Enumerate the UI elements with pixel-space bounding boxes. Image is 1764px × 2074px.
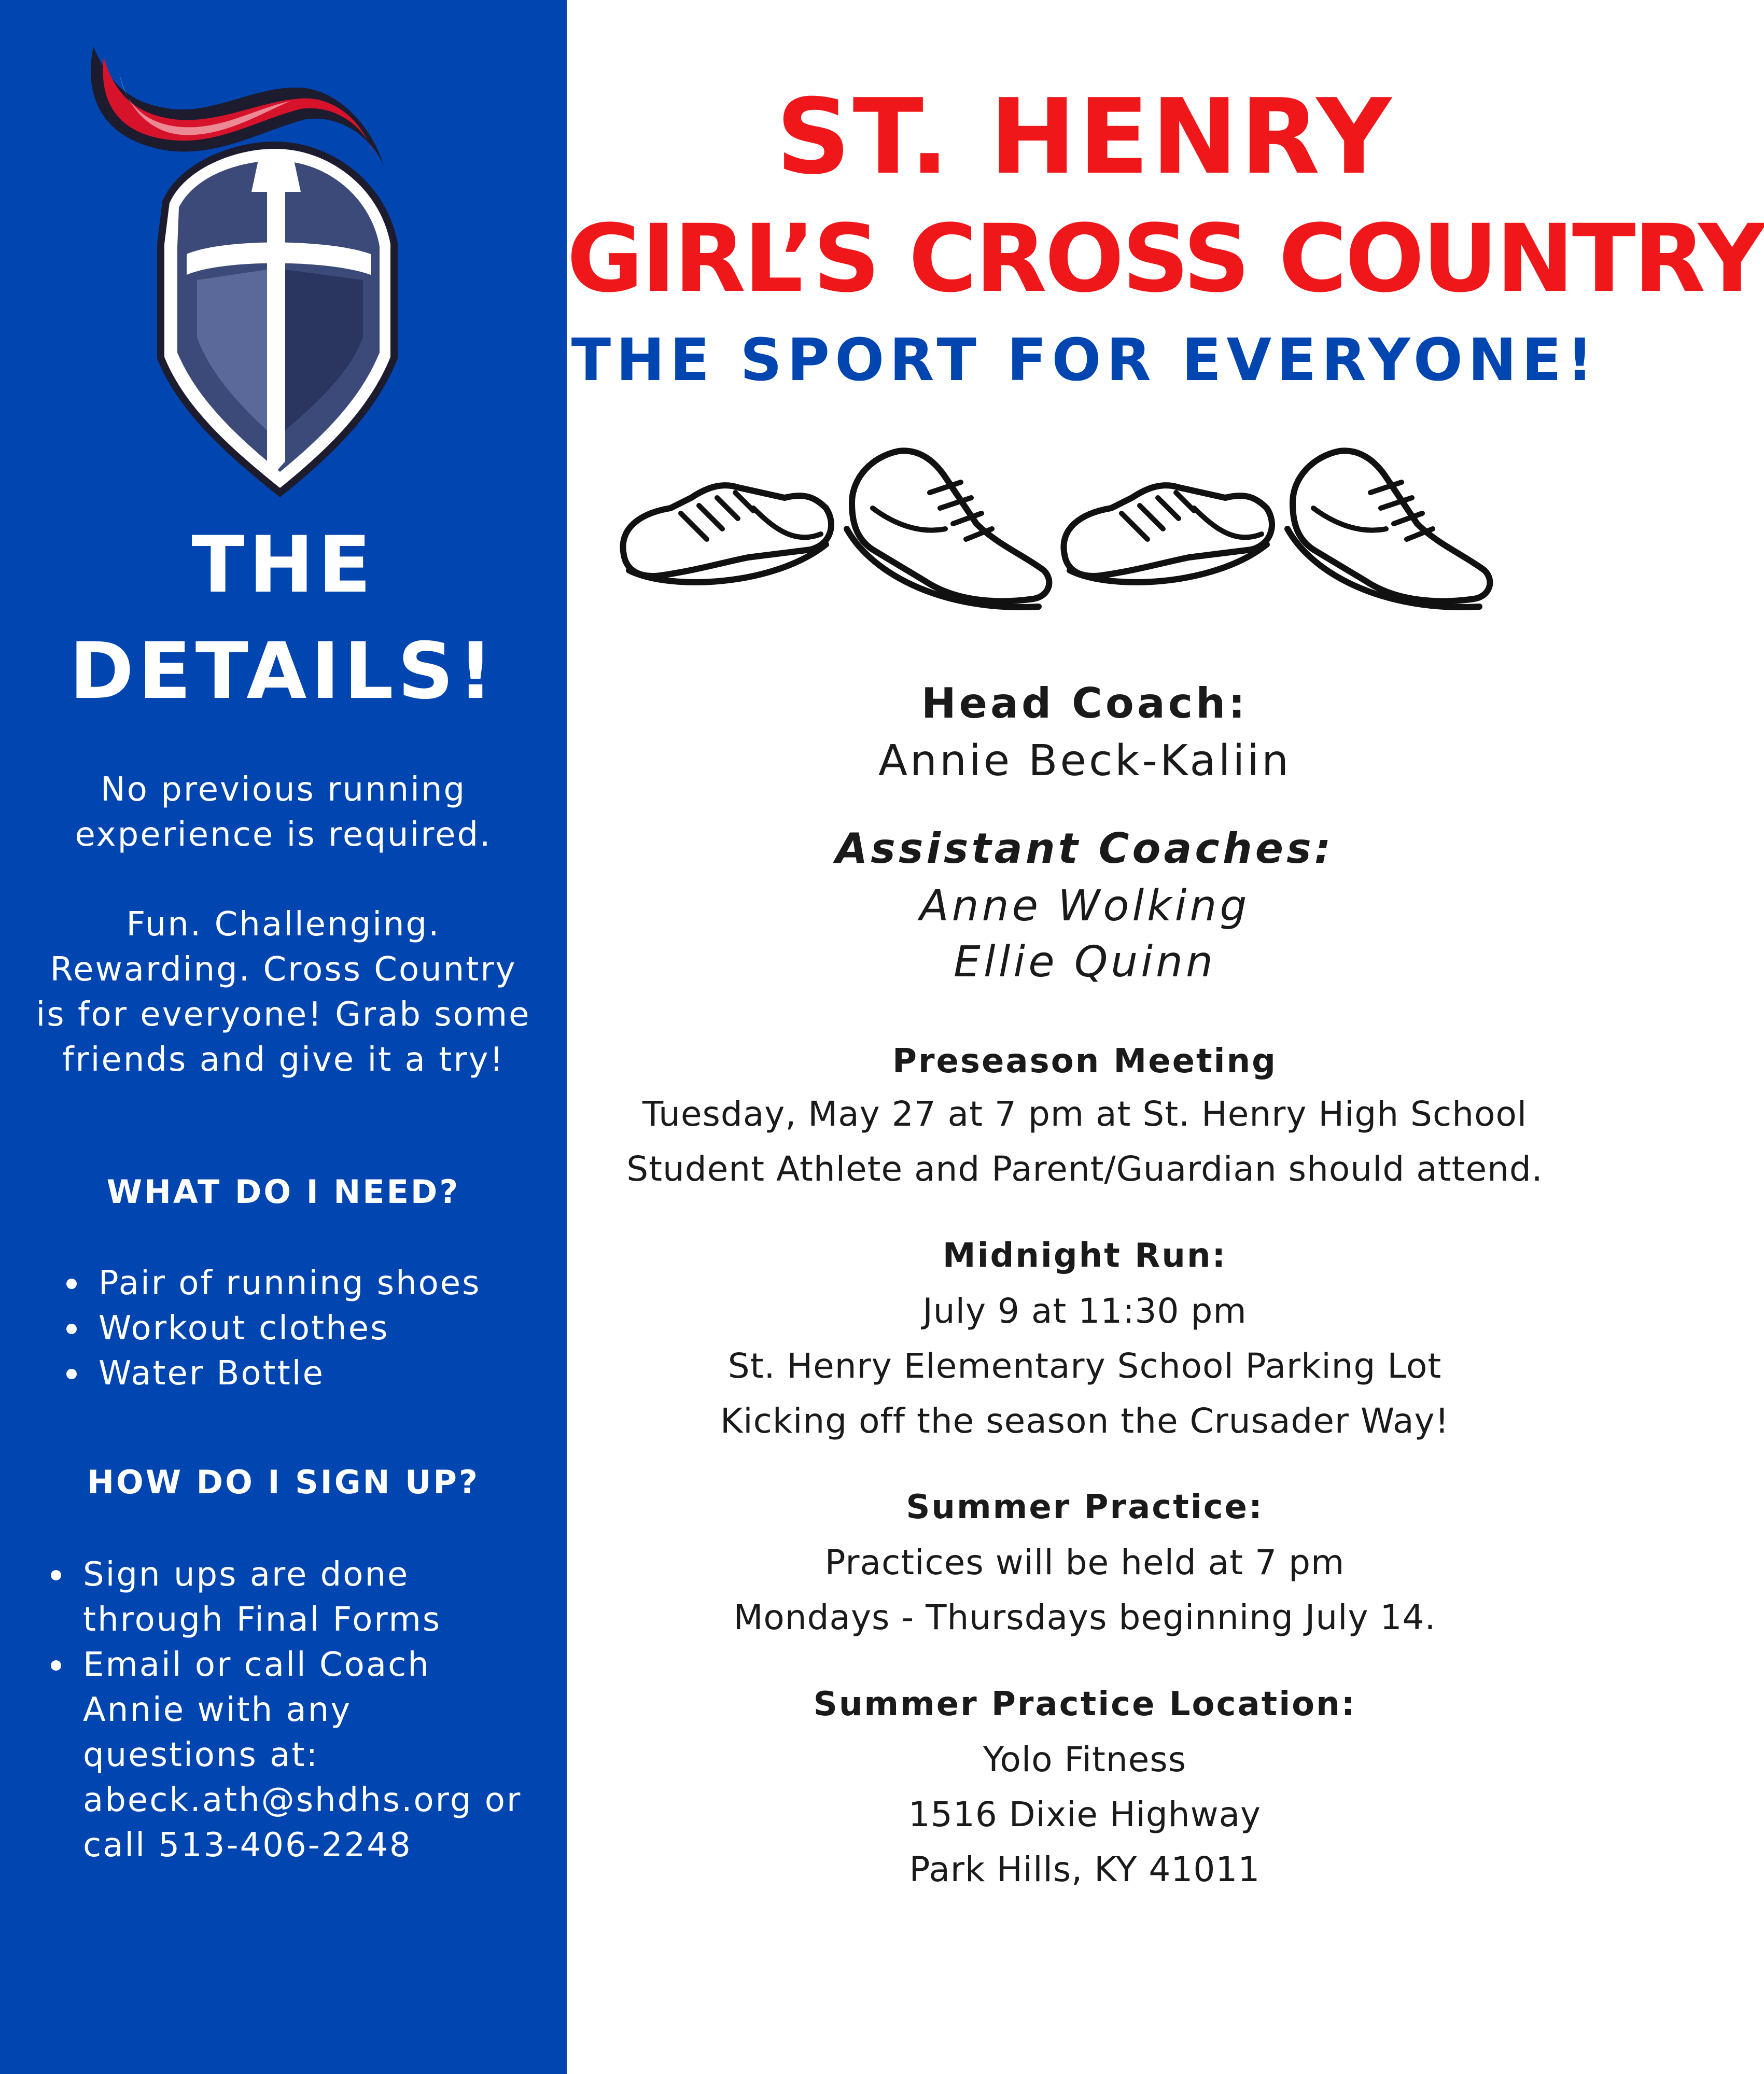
running-shoe-icon [1063, 485, 1272, 582]
running-shoe-icon [623, 485, 831, 582]
summer-practice-label: Summer Practice: [906, 1488, 1264, 1526]
what-do-i-need-heading: WHAT DO I NEED? [106, 1173, 460, 1211]
summer-practice-line2: Mondays - Thursdays beginning July 14. [733, 1597, 1436, 1637]
sidebar [0, 0, 567, 2074]
assistant-coach-2: Ellie Quinn [954, 937, 1216, 987]
practice-location-line2: 1516 Dixie Highway [908, 1795, 1262, 1834]
running-shoe-icon [847, 451, 1049, 607]
details-heading-line1: THE [191, 520, 375, 610]
how-do-i-sign-up-heading: HOW DO I SIGN UP? [87, 1463, 480, 1501]
list-item: Workout clothes [62, 1306, 481, 1351]
list-item: Sign ups are done through Final Forms [47, 1552, 522, 1643]
preseason-line2: Student Athlete and Parent/Guardian should attend. [626, 1149, 1543, 1189]
list-item: Water Bottle [62, 1351, 481, 1396]
signup-list [47, 1552, 522, 1868]
pitch-text: Fun. Challenging. Rewarding. Cross Country is for everyone! Grab some friends and give it a try! [36, 905, 531, 1079]
assistant-coaches-label: Assistant Coaches: [835, 824, 1334, 873]
list-item: Email or call Coach Annie with any questions at: abeck.ath@shdhs.org or call 513-406-2248 [47, 1643, 522, 1868]
crusader-helmet-logo [62, 36, 456, 503]
contact-phone: call 513-406-2248 [83, 1826, 412, 1865]
main-content [567, 0, 1764, 2074]
practice-location-line3: Park Hills, KY 41011 [909, 1849, 1261, 1889]
midnight-run-line3: Kicking off the season the Crusader Way! [720, 1401, 1450, 1441]
bullet-icon [51, 1570, 61, 1580]
tagline: THE SPORT FOR EVERYONE! [571, 327, 1599, 394]
bullet-icon [66, 1369, 77, 1379]
practice-location-label: Summer Practice Location: [813, 1685, 1356, 1723]
assistant-coach-1: Anne Wolking [919, 881, 1250, 931]
preseason-line1: Tuesday, May 27 at 7 pm at St. Henry High School [642, 1094, 1528, 1134]
running-shoes-row [619, 446, 1552, 617]
need-list [62, 1261, 481, 1396]
running-shoe-icon [1287, 451, 1490, 607]
head-coach-name: Annie Beck-Kaliin [878, 736, 1292, 786]
summer-practice-line1: Practices will be held at 7 pm [824, 1543, 1345, 1582]
title-line2: GIRL’S CROSS COUNTRY [567, 205, 1764, 313]
bullet-icon [66, 1279, 77, 1289]
list-item: Pair of running shoes [62, 1261, 481, 1306]
title-line1: ST. HENRY [776, 77, 1394, 198]
practice-location-line1: Yolo Fitness [983, 1740, 1187, 1779]
details-heading-line2: DETAILS! [69, 626, 498, 717]
intro-text: No previous running experience is required. [75, 770, 492, 854]
preseason-meeting-label: Preseason Meeting [892, 1042, 1277, 1081]
midnight-run-line1: July 9 at 11:30 pm [922, 1291, 1247, 1331]
midnight-run-label: Midnight Run: [942, 1237, 1227, 1275]
bullet-icon [66, 1324, 77, 1334]
head-coach-label: Head Coach: [921, 679, 1249, 727]
contact-email: abeck.ath@shdhs.org or [83, 1781, 522, 1819]
bullet-icon [51, 1660, 61, 1671]
midnight-run-line2: St. Henry Elementary School Parking Lot [727, 1346, 1442, 1386]
